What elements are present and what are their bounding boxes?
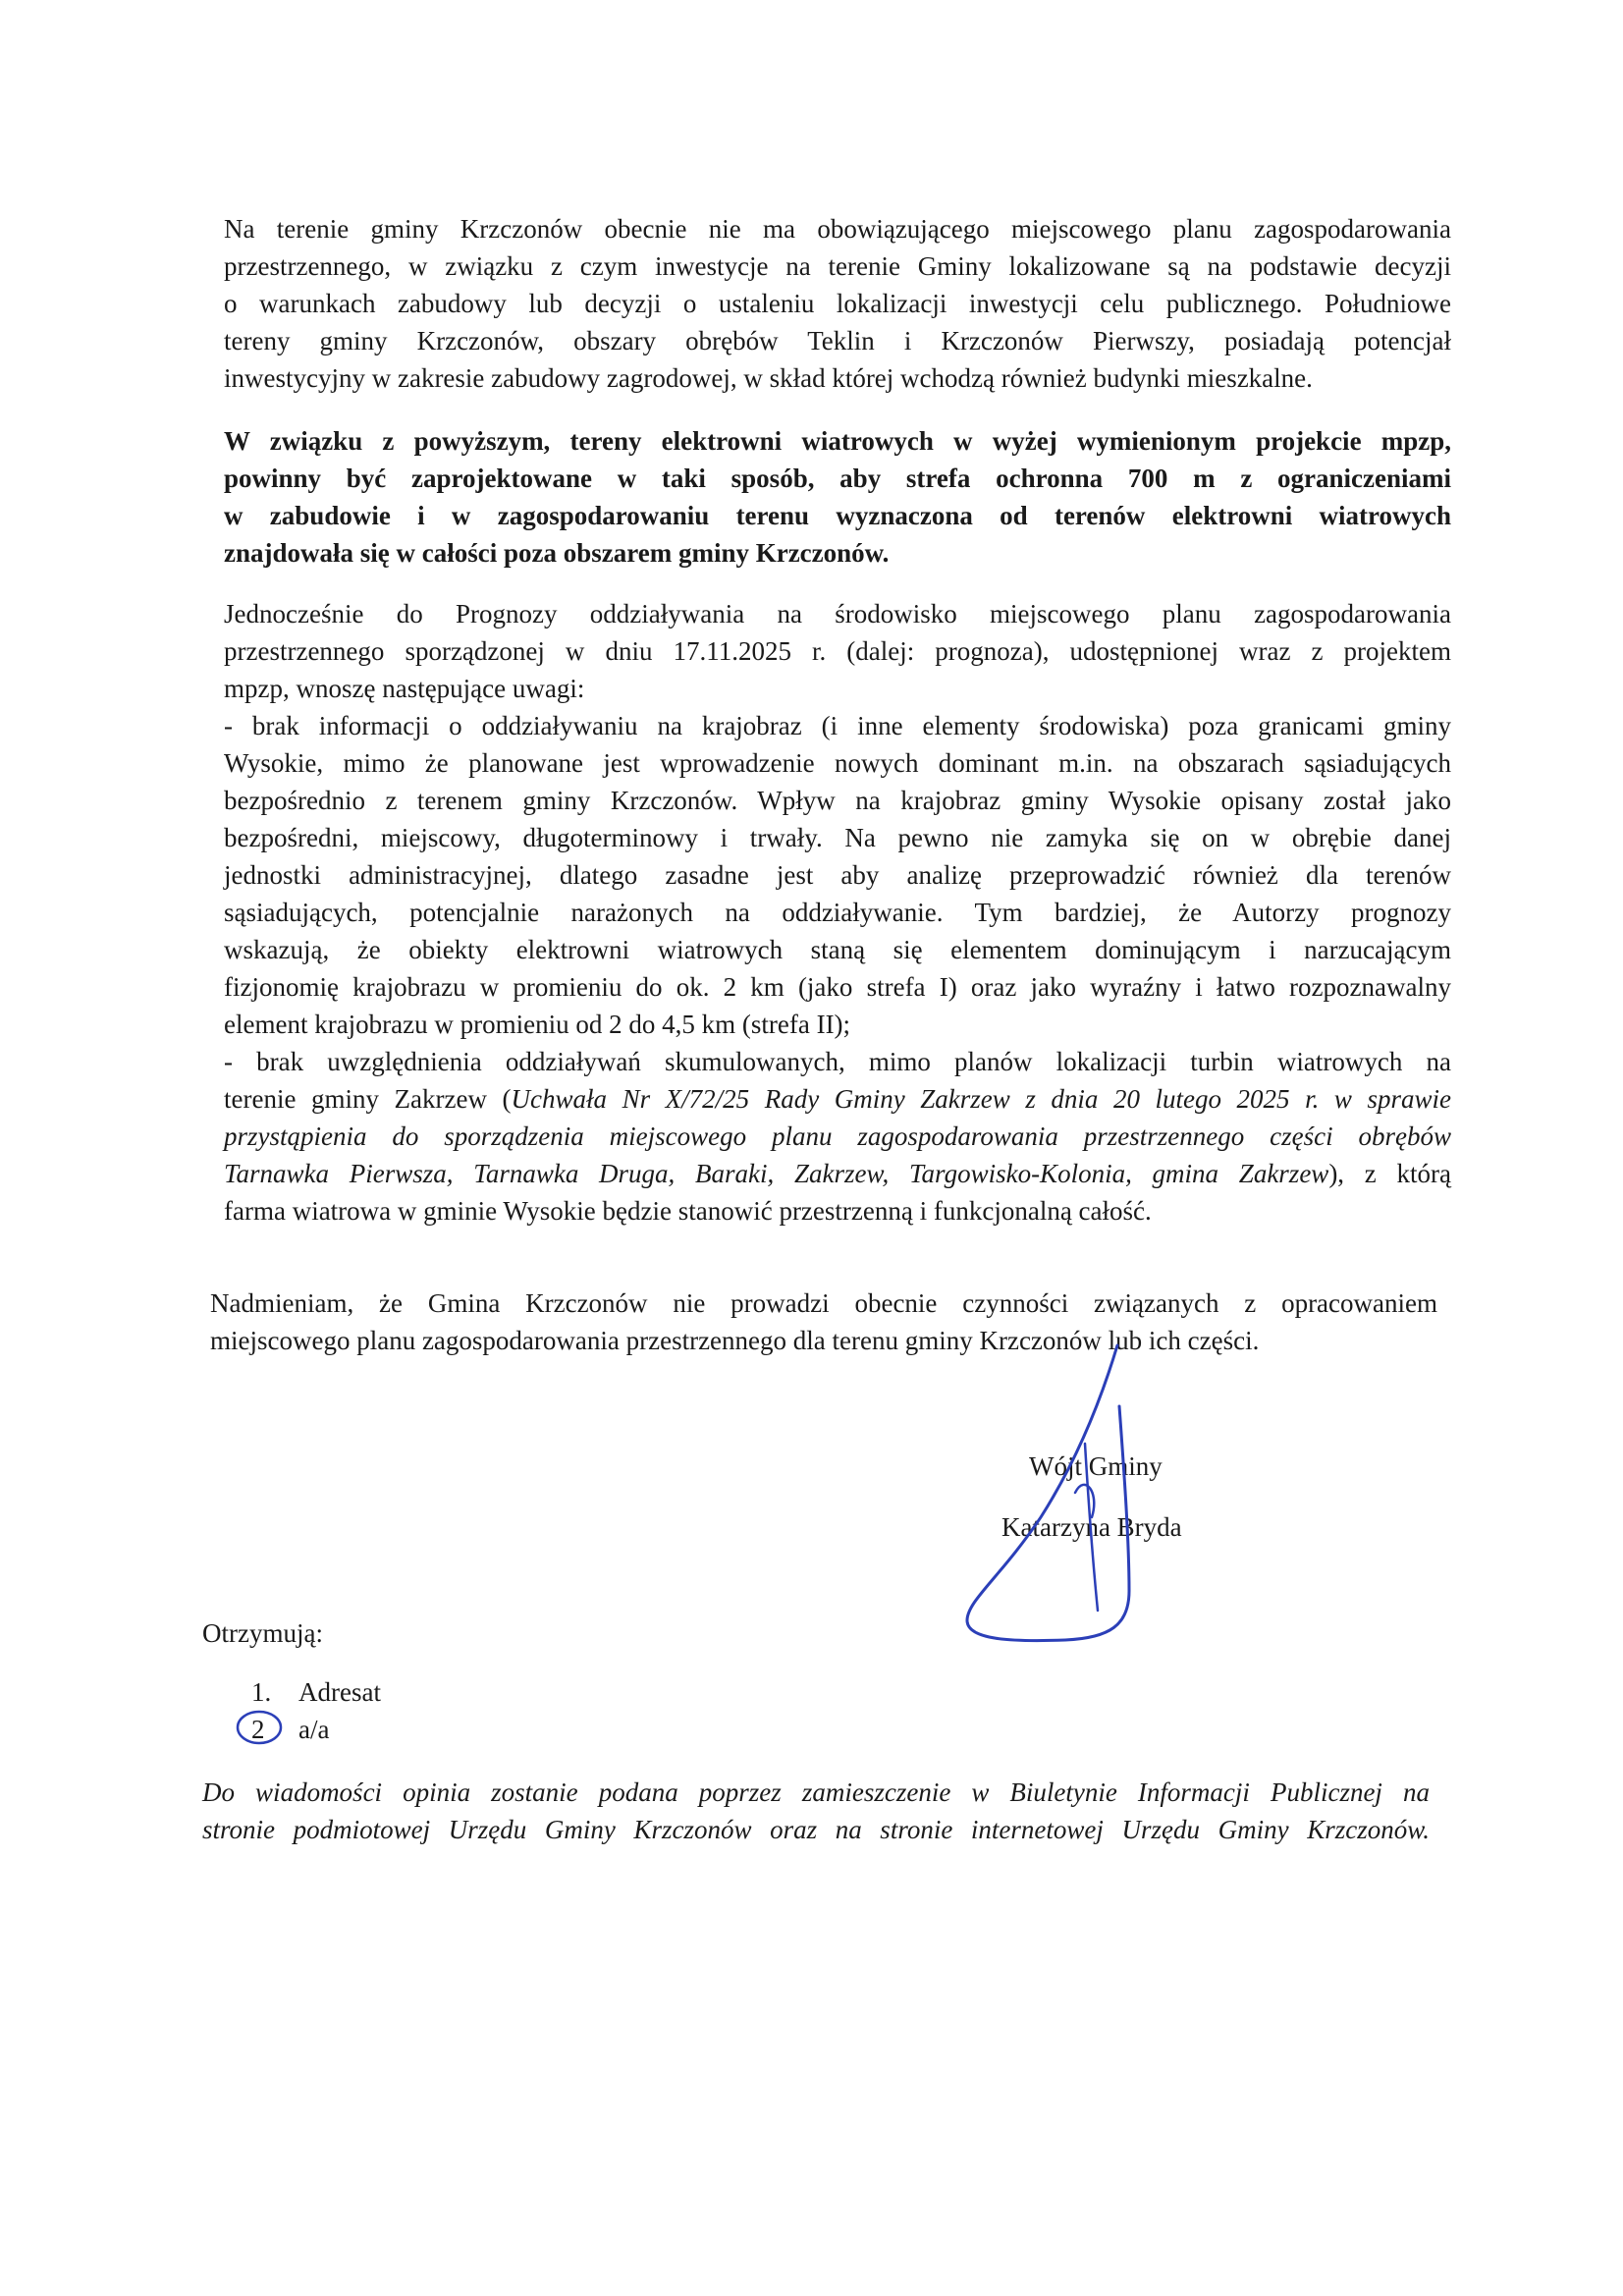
text-line: - brak uwzględnienia oddziaływań skumulowanych, mimo planów lokalizacji turbin wiatrowych na xyxy=(224,1047,1451,1076)
resolution-citation: Tarnawka Pierwsza, Tarnawka Druga, Baraki, Zakrzew, Targowisko-Kolonia, gmina Zakrzew xyxy=(224,1159,1329,1188)
signatory-name: Katarzyna Bryda xyxy=(1001,1512,1182,1542)
text-line: sąsiadujących, potencjalnie narażonych na oddziaływanie. Tym bardziej, że Autorzy prognozy xyxy=(224,898,1451,927)
text-line: tereny gminy Krzczonów, obszary obrębów Teklin i Krzczonów Pierwszy, posiadają potencjał xyxy=(224,326,1451,355)
text-line: powinny być zaprojektowane w taki sposób, aby strefa ochronna 700 m z ograniczeniami xyxy=(224,464,1451,493)
recipient-label: a/a xyxy=(298,1715,330,1744)
paragraph-planning-status xyxy=(224,210,1451,397)
text-line: jednostki administracyjnej, dlatego zasadne jest aby analizę przeprowadzić również dla terenów xyxy=(224,860,1451,890)
text-line: element krajobrazu w promieniu od 2 do 4,5 km (strefa II); xyxy=(224,1010,851,1039)
text-line: miejscowego planu zagospodarowania przestrzennego dla terenu gminy Krzczonów lub ich części. xyxy=(210,1326,1260,1355)
text-line: wskazują, że obiekty elektrowni wiatrowych staną się elementem dominującym i narzucającym xyxy=(224,935,1451,964)
recipient-number: 2 xyxy=(251,1715,265,1744)
text-line: bezpośredni, miejscowy, długoterminowy i trwały. Na pewno nie zamyka się on w obrębie danej xyxy=(224,823,1451,852)
text-line: inwestycyjny w zakresie zabudowy zagrodowej, w skład której wchodzą również budynki mieszkalne. xyxy=(224,363,1313,393)
text-line: przestrzennego sporządzonej w dniu 17.11.2025 r. (dalej: prognoza), udostępnionej wraz z projektem xyxy=(224,636,1451,666)
text-line: - brak informacji o oddziaływaniu na krajobraz (i inne elementy środowiska) poza granicami gminy xyxy=(224,711,1451,740)
resolution-citation-line: przystąpienia do sporządzenia miejscowego planu zagospodarowania przestrzennego części obrębów xyxy=(224,1121,1451,1151)
text-line: znajdowała się w całości poza obszarem gminy Krzczonów. xyxy=(224,538,890,568)
text-line-resolution xyxy=(224,1080,1451,1118)
text-fragment: ), z którą xyxy=(1328,1159,1451,1188)
text-line: o warunkach zabudowy lub decyzji o ustaleniu lokalizacji inwestycji celu publicznego. Południowe xyxy=(224,289,1451,318)
text-line: Nadmieniam, że Gmina Krzczonów nie prowadzi obecnie czynności związanych z opracowaniem xyxy=(210,1288,1437,1318)
publication-note xyxy=(202,1774,1430,1848)
recipient-label: Adresat xyxy=(298,1677,381,1707)
text-line: Wysokie, mimo że planowane jest wprowadzenie nowych dominant m.in. na obszarach sąsiadujących xyxy=(224,748,1451,778)
text-line: przestrzennego, w związku z czym inwestycje na terenie Gminy lokalizowane są na podstawie decyzji xyxy=(224,251,1451,281)
recipient-number: 1. xyxy=(251,1677,272,1707)
text-line-resolution-end xyxy=(224,1155,1451,1192)
recipient-item xyxy=(251,1677,381,1708)
text-fragment: terenie gminy Zakrzew ( xyxy=(224,1084,512,1114)
text-line: W związku z powyższym, tereny elektrowni wiatrowych w wyżej wymienionym projekcie mpzp, xyxy=(224,426,1451,456)
text-line: bezpośrednio z terenem gminy Krzczonów. Wpływ na krajobraz gminy Wysokie opisany został jako xyxy=(224,786,1451,815)
paragraph-notice xyxy=(210,1285,1437,1359)
text-line: w zabudowie i w zagospodarowaniu terenu wyznaczona od terenów elektrowni wiatrowych xyxy=(224,501,1451,530)
signatory-title: Wójt Gminy xyxy=(1029,1451,1163,1481)
text-line: mpzp, wnoszę następujące uwagi: xyxy=(224,674,585,703)
recipient-item xyxy=(251,1715,329,1745)
paragraph-protection-zone xyxy=(224,422,1451,572)
text-line: farma wiatrowa w gminie Wysokie będzie stanowić przestrzenną i funkcjonalną całość. xyxy=(224,1196,1152,1226)
text-line: fizjonomię krajobrazu w promieniu do ok. 2 km (jako strefa I) oraz jako wyraźny i łatwo rozpoznawalny xyxy=(224,972,1451,1002)
text-line: Do wiadomości opinia zostanie podana poprzez zamieszczenie w Biuletynie Informacji Publicznej na xyxy=(202,1777,1430,1807)
text-line: Na terenie gminy Krzczonów obecnie nie ma obowiązującego miejscowego planu zagospodarowania xyxy=(224,214,1451,244)
resolution-citation: Uchwała Nr X/72/25 Rady Gminy Zakrzew z dnia 20 lutego 2025 r. w sprawie xyxy=(511,1084,1452,1114)
text-line: Jednocześnie do Prognozy oddziaływania na środowisko miejscowego planu zagospodarowania xyxy=(224,599,1451,629)
recipients-heading: Otrzymują: xyxy=(202,1618,323,1648)
text-line: stronie podmiotowej Urzędu Gminy Krzczonów oraz na stronie internetowej Urzędu Gminy Krzczonów. xyxy=(202,1815,1430,1844)
paragraph-forecast-remarks xyxy=(224,595,1451,1230)
